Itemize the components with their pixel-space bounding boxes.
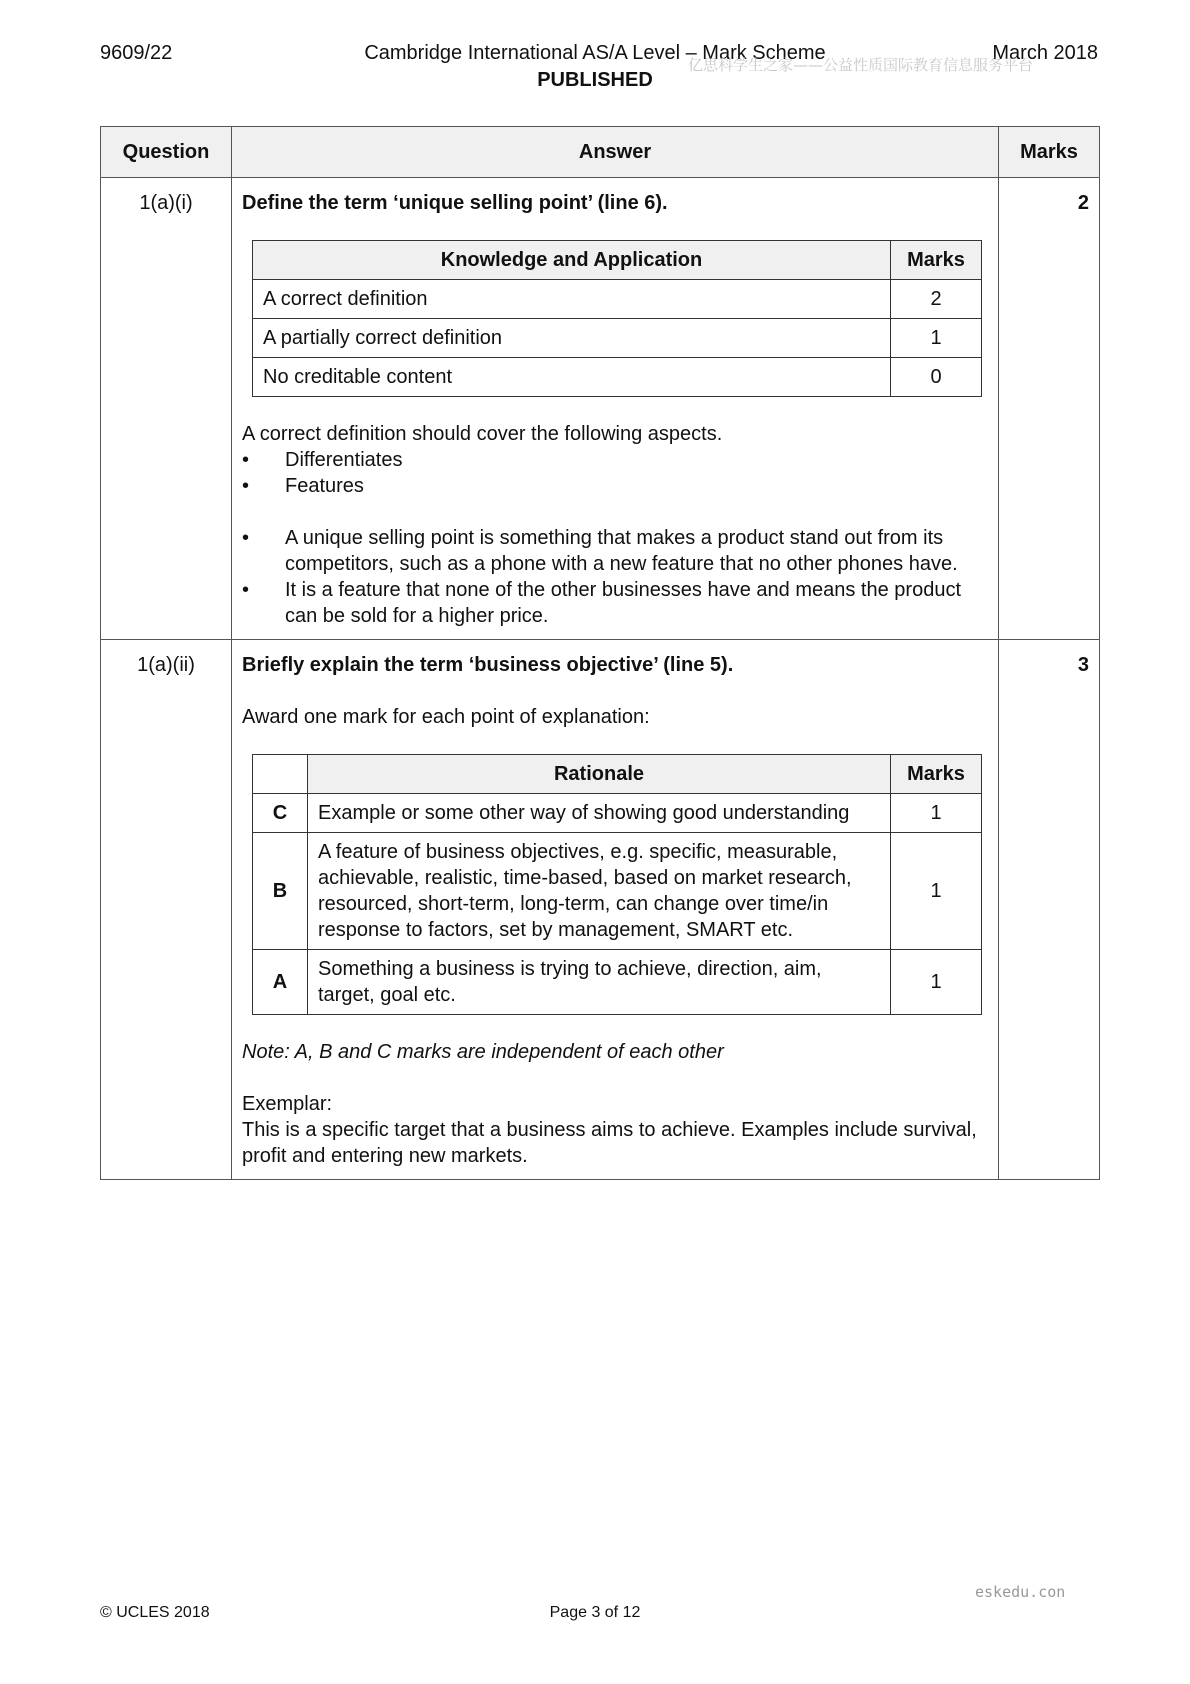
question-marks: 2: [999, 178, 1100, 640]
aspects-list: [242, 447, 988, 499]
header-row: [101, 127, 1100, 178]
question-header: Question: [101, 127, 232, 178]
document-date: March 2018: [992, 42, 1098, 64]
watermark-text: 亿思科学生之家——公益性质国际教育信息服务平台: [688, 56, 1034, 74]
levels-table: [252, 240, 982, 397]
rationale-letter: A: [253, 950, 308, 1015]
page-number: Page 3 of 12: [549, 1604, 641, 1621]
note-text: Note: A, B and C marks are independent of each other: [242, 1041, 724, 1063]
exemplar-text: This is a specific target that a business aims to achieve. Examples include survival, profit and entering new markets.: [242, 1119, 977, 1167]
bullet-icon: •: [242, 527, 250, 549]
marks-header: Marks: [999, 127, 1100, 178]
aspects-intro: A correct definition should cover the following aspects.: [242, 423, 723, 445]
list-item: • Features: [242, 475, 364, 497]
rationale-table: [252, 754, 982, 1015]
rationale-row: [253, 950, 982, 1015]
level-row: [253, 280, 982, 319]
level-description: A correct definition: [253, 280, 891, 319]
rationale-header-marks: Marks: [891, 755, 982, 794]
question-text: Briefly explain the term ‘business objective’ (line 5).: [242, 654, 734, 676]
levels-header-marks: Marks: [891, 241, 982, 280]
rationale-description: A feature of business objectives, e.g. specific, measurable, achievable, realistic, time-based, based on market research, resourced, short-term, long-term, can change over time/in response to factors, set by management, SMART etc.: [308, 833, 891, 950]
rationale-letter: B: [253, 833, 308, 950]
list-item: • Differentiates: [242, 449, 403, 471]
levels-header-description: Knowledge and Application: [253, 241, 891, 280]
bullet-icon: •: [242, 449, 250, 471]
question-number: 1(a)(i): [101, 178, 232, 640]
level-row: [253, 358, 982, 397]
rationale-row: [253, 833, 982, 950]
answer-cell: [232, 640, 999, 1180]
level-marks: 2: [891, 280, 982, 319]
paper-code: 9609/22: [100, 42, 173, 64]
bullet-icon: •: [242, 579, 250, 601]
list-item: • A unique selling point is something that makes a product stand out from its competitors, such as a phone with a new feature that no other phones have.: [242, 527, 958, 575]
examples-list: [242, 525, 988, 629]
question-text: Define the term ‘unique selling point’ (line 6).: [242, 192, 668, 214]
exemplar-label: Exemplar:: [242, 1093, 333, 1115]
level-row: [253, 319, 982, 358]
rationale-description: Example or some other way of showing good understanding: [308, 794, 891, 833]
question-marks: 3: [999, 640, 1100, 1180]
question-row-1aii: [101, 640, 1100, 1180]
level-marks: 1: [891, 319, 982, 358]
published-label: PUBLISHED: [537, 69, 653, 91]
site-watermark: eskedu.con: [975, 1583, 1066, 1601]
answer-header: Answer: [232, 127, 999, 178]
document-title: Cambridge International AS/A Level – Mark Scheme: [364, 42, 826, 64]
rationale-marks: 1: [891, 833, 982, 950]
answer-cell: [232, 178, 999, 640]
rationale-row: [253, 794, 982, 833]
question-number: 1(a)(ii): [101, 640, 232, 1180]
mark-scheme-table: [100, 126, 1100, 1180]
copyright: © UCLES 2018: [100, 1604, 210, 1621]
instruction-text: Award one mark for each point of explanation:: [242, 706, 650, 728]
list-item: • It is a feature that none of the other businesses have and means the product can be sold for a higher price.: [242, 579, 961, 627]
rationale-header: Rationale: [308, 755, 891, 794]
rationale-letter: C: [253, 794, 308, 833]
rationale-header-blank: [253, 755, 308, 794]
rationale-marks: 1: [891, 950, 982, 1015]
rationale-description: Something a business is trying to achieve, direction, aim, target, goal etc.: [308, 950, 891, 1015]
level-description: No creditable content: [253, 358, 891, 397]
question-row-1ai: [101, 178, 1100, 640]
bullet-icon: •: [242, 475, 250, 497]
rationale-marks: 1: [891, 794, 982, 833]
level-marks: 0: [891, 358, 982, 397]
level-description: A partially correct definition: [253, 319, 891, 358]
